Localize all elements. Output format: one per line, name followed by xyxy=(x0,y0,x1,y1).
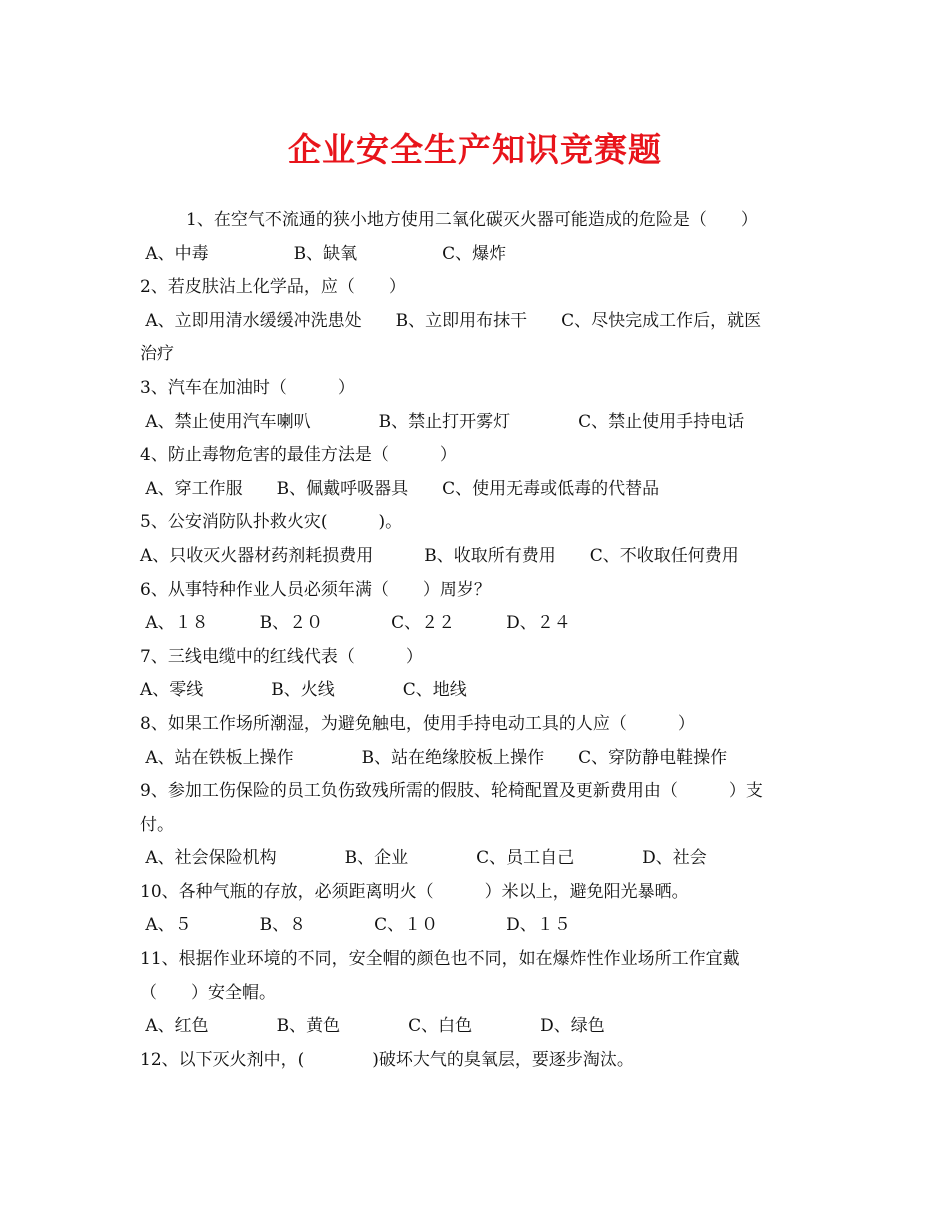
question-11: 11、根据作业环境的不同，安全帽的颜色也不同，如在爆炸性作业场所工作宜戴 xyxy=(140,949,740,970)
question-1-options: A、中毒 B、缺氧 C、爆炸 xyxy=(140,243,507,264)
question-8-options: A、站在铁板上操作 B、站在绝缘胶板上操作 C、穿防静电鞋操作 xyxy=(140,747,728,768)
question-11-options: A、红色 B、黄色 C、白色 D、绿色 xyxy=(140,1016,605,1037)
question-9-options: A、社会保险机构 B、企业 C、员工自己 D、社会 xyxy=(140,848,707,869)
question-3: 3、汽车在加油时（ ） xyxy=(140,377,355,398)
document-title: 企业安全生产知识竞赛题 xyxy=(288,130,662,169)
question-list xyxy=(140,204,820,1077)
question-1: 1、在空气不流通的狭小地方使用二氧化碳灭火器可能造成的危险是（ ） xyxy=(186,210,758,230)
question-10-options: A、５ B、８ C、１０ D、１５ xyxy=(140,915,571,936)
question-7-options: A、零线 B、火线 C、地线 xyxy=(140,680,467,701)
question-2-options-cont: 治疗 xyxy=(140,344,174,365)
question-4: 4、防止毒物危害的最佳方法是（ ） xyxy=(140,445,457,466)
question-2-options: A、立即用清水缓缓冲洗患处 B、立即用布抹干 C、尽快完成工作后，就医 xyxy=(140,310,762,331)
question-2: 2、若皮肤沾上化学品，应（ ） xyxy=(140,277,406,298)
question-12: 12、以下灭火剂中，( )破坏大气的臭氧层，要逐步淘汰。 xyxy=(140,1049,634,1070)
question-9: 9、参加工伤保险的员工负伤致残所需的假肢、轮椅配置及更新费用由（ ）支 xyxy=(140,781,763,802)
question-6-options: A、１８ B、２０ C、２２ D、２４ xyxy=(140,613,571,634)
question-8: 8、如果工作场所潮湿，为避免触电，使用手持电动工具的人应（ ） xyxy=(140,713,695,734)
question-4-options: A、穿工作服 B、佩戴呼吸器具 C、使用无毒或低毒的代替品 xyxy=(140,478,660,499)
question-6: 6、从事特种作业人员必须年满（ ）周岁？ xyxy=(140,579,491,600)
question-3-options: A、禁止使用汽车喇叭 B、禁止打开雾灯 C、禁止使用手持电话 xyxy=(140,411,745,432)
question-5: 5、公安消防队扑救火灾( )。 xyxy=(140,512,403,533)
question-9-cont: 付。 xyxy=(140,814,174,835)
question-5-options: A、只收灭火器材药剂耗损费用 B、收取所有费用 C、不收取任何费用 xyxy=(140,545,739,566)
question-10: 10、各种气瓶的存放，必须距离明火（ ）米以上，避免阳光暴晒。 xyxy=(140,881,689,902)
question-7: 7、三线电缆中的红线代表（ ） xyxy=(140,646,423,667)
question-11-cont: （ ）安全帽。 xyxy=(140,982,276,1003)
